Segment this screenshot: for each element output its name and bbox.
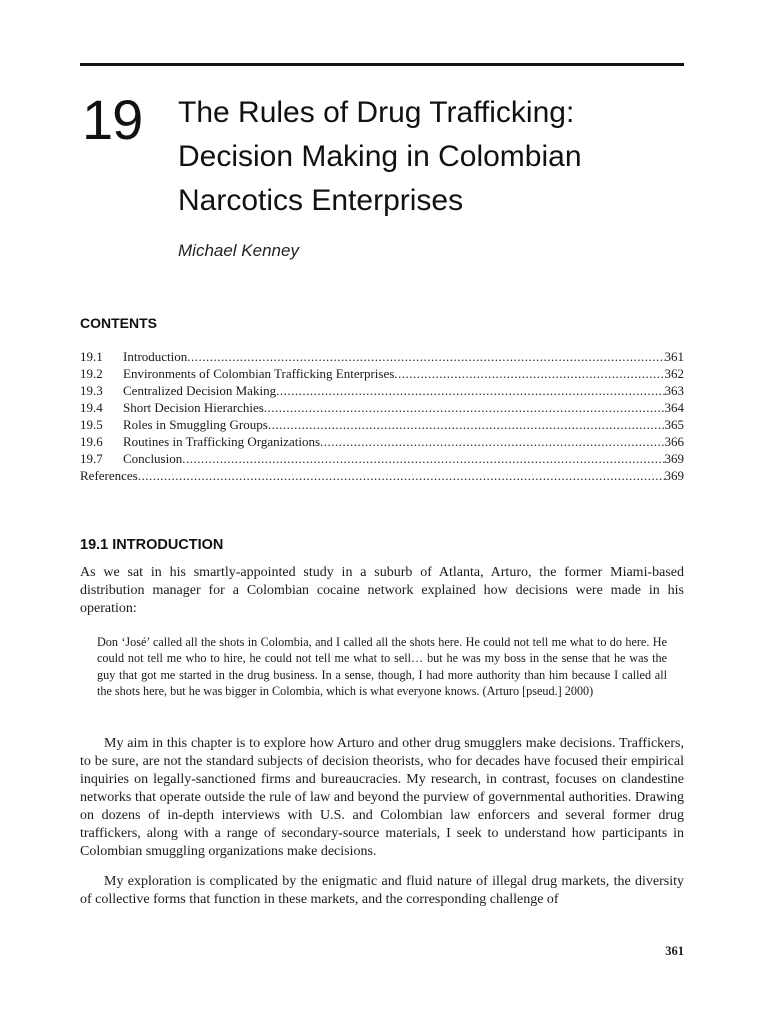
toc-leader	[268, 417, 665, 433]
toc-page: 369	[664, 468, 684, 483]
chapter-title-line: Decision Making in Colombian	[178, 140, 582, 173]
toc-page: 364	[664, 400, 684, 415]
toc-leader	[394, 366, 664, 382]
toc-page: 366	[664, 434, 684, 449]
body-paragraph: My exploration is complicated by the enigmatic and fluid nature of illegal drug markets, the diversity of collective forms that function in these markets, and the corresponding challenge of	[80, 874, 684, 907]
toc-page: 361	[664, 349, 684, 364]
toc-leader	[276, 383, 664, 399]
toc-entry[interactable]	[80, 434, 684, 451]
toc-page: 362	[664, 366, 684, 381]
toc-page: 369	[664, 451, 684, 466]
section-heading: 19.1 INTRODUCTION	[80, 537, 224, 553]
toc-entry[interactable]	[80, 400, 684, 417]
toc-leader	[138, 468, 665, 484]
body-paragraph: My aim in this chapter is to explore how Arturo and other drug smugglers make decisions. Traffickers, to be sure, are not the standard subjects of decision theorists, who for decades have focused their empirical inquiries on legally-sanctioned firms and bureaucracies. My research, in contrast, focuses on clandestine networks that operate outside the rule of law and beyond the purview of governmental authorities. Drawing on dozens of in-depth interviews with U.S. and Colombian law enforcers and several former drug traffickers, along with a range of secondary-source materials, I seek to understand how participants in Colombian smuggling organizations make decisions.	[80, 736, 684, 859]
toc-page: 363	[664, 383, 684, 398]
table-of-contents	[80, 349, 684, 485]
header-rule	[80, 63, 684, 66]
toc-leader	[320, 434, 664, 450]
toc-title: References	[80, 468, 138, 483]
toc-title: Short Decision Hierarchies	[123, 400, 264, 415]
toc-leader	[187, 349, 664, 365]
intro-paragraph: As we sat in his smartly-appointed study in a suburb of Atlanta, Arturo, the former Miami-based distribution manager for a Colombian cocaine network explained how decisions were made in his operation:	[80, 565, 684, 616]
chapter-title-line: Narcotics Enterprises	[178, 184, 464, 217]
chapter-number: 19	[82, 88, 143, 151]
toc-number: 19.1	[80, 349, 103, 364]
toc-number: 19.2	[80, 366, 103, 381]
chapter-title	[178, 91, 698, 223]
toc-entry[interactable]	[80, 349, 684, 366]
toc-entry[interactable]	[80, 383, 684, 400]
toc-title: Introduction	[123, 349, 188, 364]
toc-entry[interactable]	[80, 366, 684, 383]
toc-number: 19.4	[80, 400, 103, 415]
toc-title: Roles in Smuggling Groups	[123, 417, 268, 432]
toc-title: Centralized Decision Making	[123, 383, 277, 398]
author-name: Michael Kenney	[178, 241, 299, 260]
toc-entry[interactable]	[80, 417, 684, 434]
block-quote: Don ‘José’ called all the shots in Colombia, and I called all the shots here. He could not tell me what to do here. He could not tell me who to hire, he could not tell me what to sell… but he was my boss in the sense that he was the guy that got me started in the drug business. In a sense, though, I had more authority than him because I called all the shots here, but he was bigger in Colombia, which is what everyone knows. (Arturo [pseud.] 2000)	[97, 635, 667, 698]
contents-heading: CONTENTS	[80, 315, 157, 331]
toc-number: 19.3	[80, 383, 103, 398]
page-number: 361	[665, 944, 684, 958]
toc-leader	[264, 400, 665, 416]
toc-entry-references[interactable]	[80, 468, 684, 485]
chapter-title-line: The Rules of Drug Trafficking:	[178, 96, 575, 129]
toc-title: Routines in Trafficking Organizations	[123, 434, 321, 449]
toc-number: 19.5	[80, 417, 103, 432]
toc-page: 365	[664, 417, 684, 432]
toc-title: Conclusion	[123, 451, 183, 466]
toc-number: 19.6	[80, 434, 103, 449]
toc-leader	[182, 451, 664, 467]
toc-entry[interactable]	[80, 451, 684, 468]
toc-number: 19.7	[80, 451, 103, 466]
toc-title: Environments of Colombian Trafficking Enterprises	[123, 366, 395, 381]
